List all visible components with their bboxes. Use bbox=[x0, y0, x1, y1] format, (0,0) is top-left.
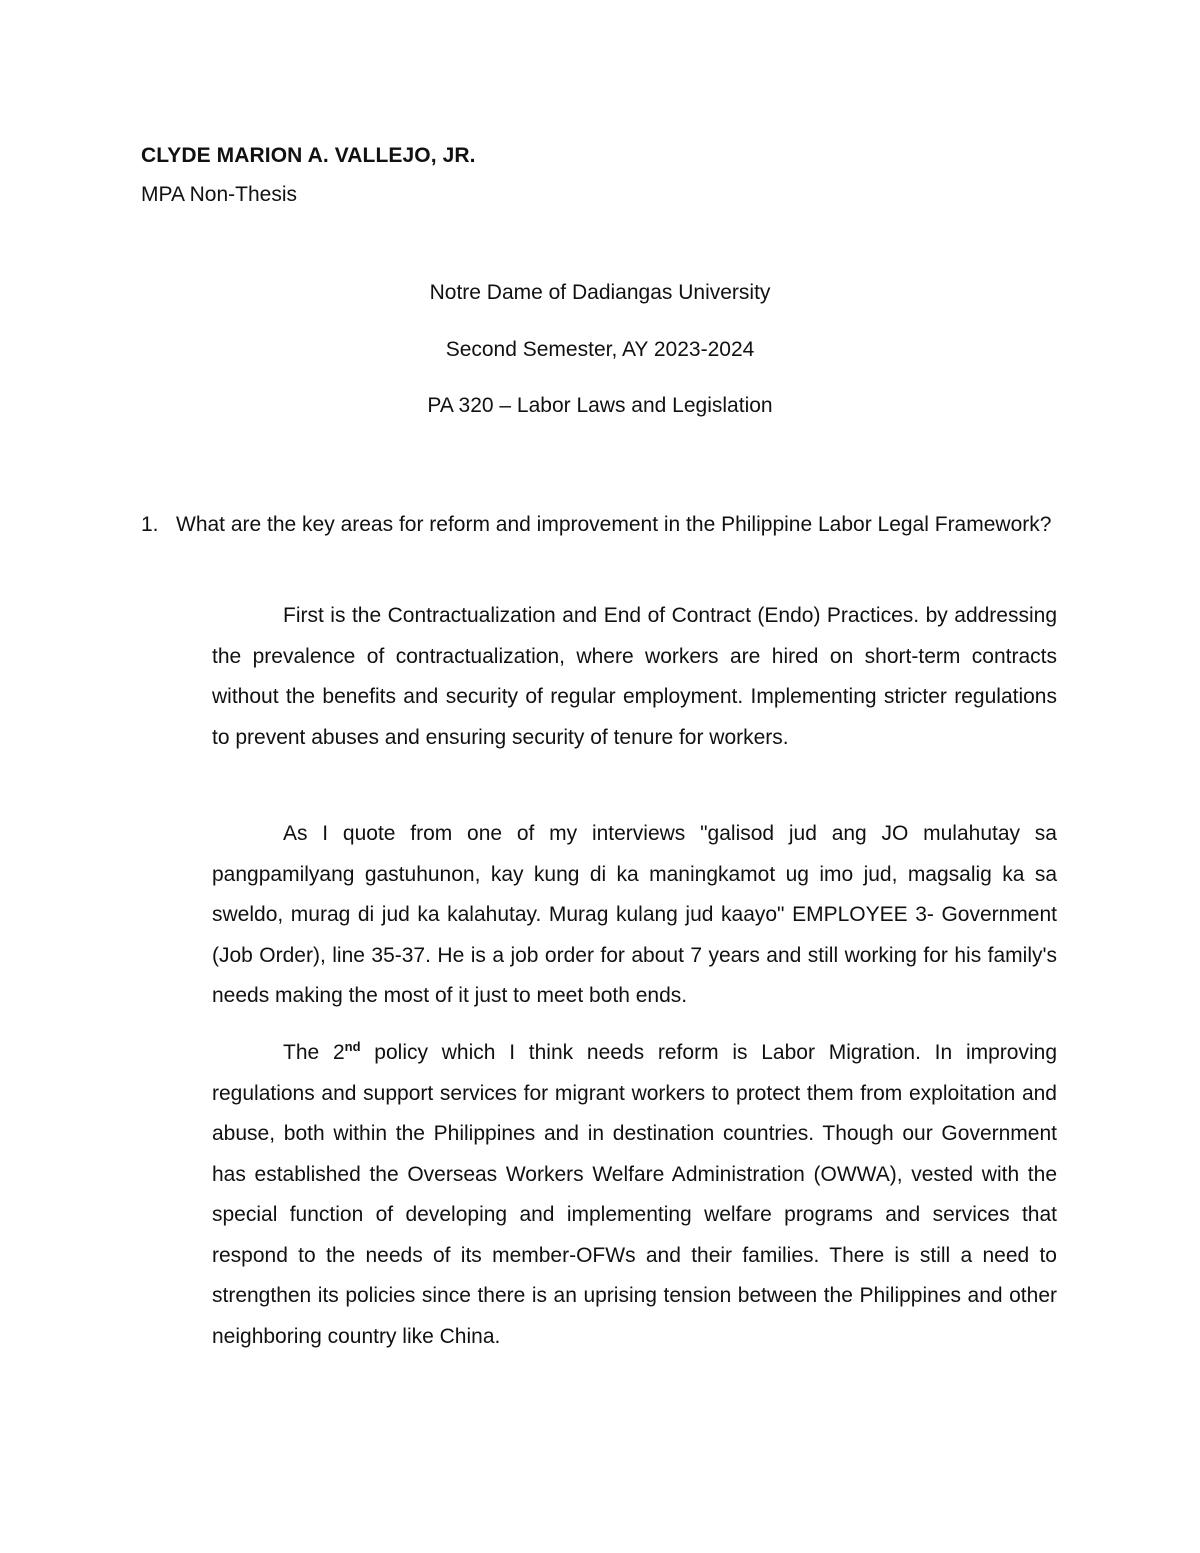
question-number: 1. bbox=[141, 513, 159, 536]
answer-paragraph-3 bbox=[212, 1033, 1057, 1357]
answer-paragraph-2: As I quote from one of my interviews "galisod jud ang JO mulahutay sa pangpamilyang gastuhunon, kay kung di ka maningkamot ug imo jud, magsalig ka sa sweldo, murag di jud ka kalahutay. Murag kulang jud kaayo" EMPLOYEE 3- Government (Job Order), line 35-37. He is a job order for about 7 years and still working for his family's needs making the most of it just to meet both ends. bbox=[212, 822, 1057, 1007]
answer-paragraph-1: First is the Contractualization and End of Contract (Endo) Practices. by addressing the prevalence of contractualization, where workers are hired on short-term contracts without the benefits and security of regular employment. Implementing stricter regulations to prevent abuses and ensuring security of tenure for workers. bbox=[212, 604, 1057, 749]
course-title: PA 320 – Labor Laws and Legislation bbox=[427, 394, 773, 417]
paragraph-3-body: policy which I think needs reform is Labor Migration. In improving regulations and support services for migrant workers to protect them from exploitation and abuse, both within the Philippines and in destination countries. Though our Government has established the Overseas Workers Welfare Administration (OWWA), vested with the special function of developing and implementing welfare programs and services that respond to the needs of its member-OFWs and their families. There is still a need to strengthen its policies since there is an uprising tension between the Philippines and other neighboring country like China. bbox=[212, 1041, 1057, 1348]
ordinal-superscript: nd bbox=[344, 1039, 361, 1054]
question-text: What are the key areas for reform and improvement in the Philippine Labor Legal Framework? bbox=[176, 513, 1052, 536]
paragraph-3-prefix: The 2 bbox=[283, 1041, 345, 1064]
question-item bbox=[141, 506, 1056, 544]
university-name: Notre Dame of Dadiangas University bbox=[429, 281, 771, 304]
semester-line: Second Semester, AY 2023-2024 bbox=[445, 338, 755, 361]
author-name: CLYDE MARION A. VALLEJO, JR. bbox=[141, 144, 476, 167]
program-label: MPA Non-Thesis bbox=[141, 183, 297, 206]
